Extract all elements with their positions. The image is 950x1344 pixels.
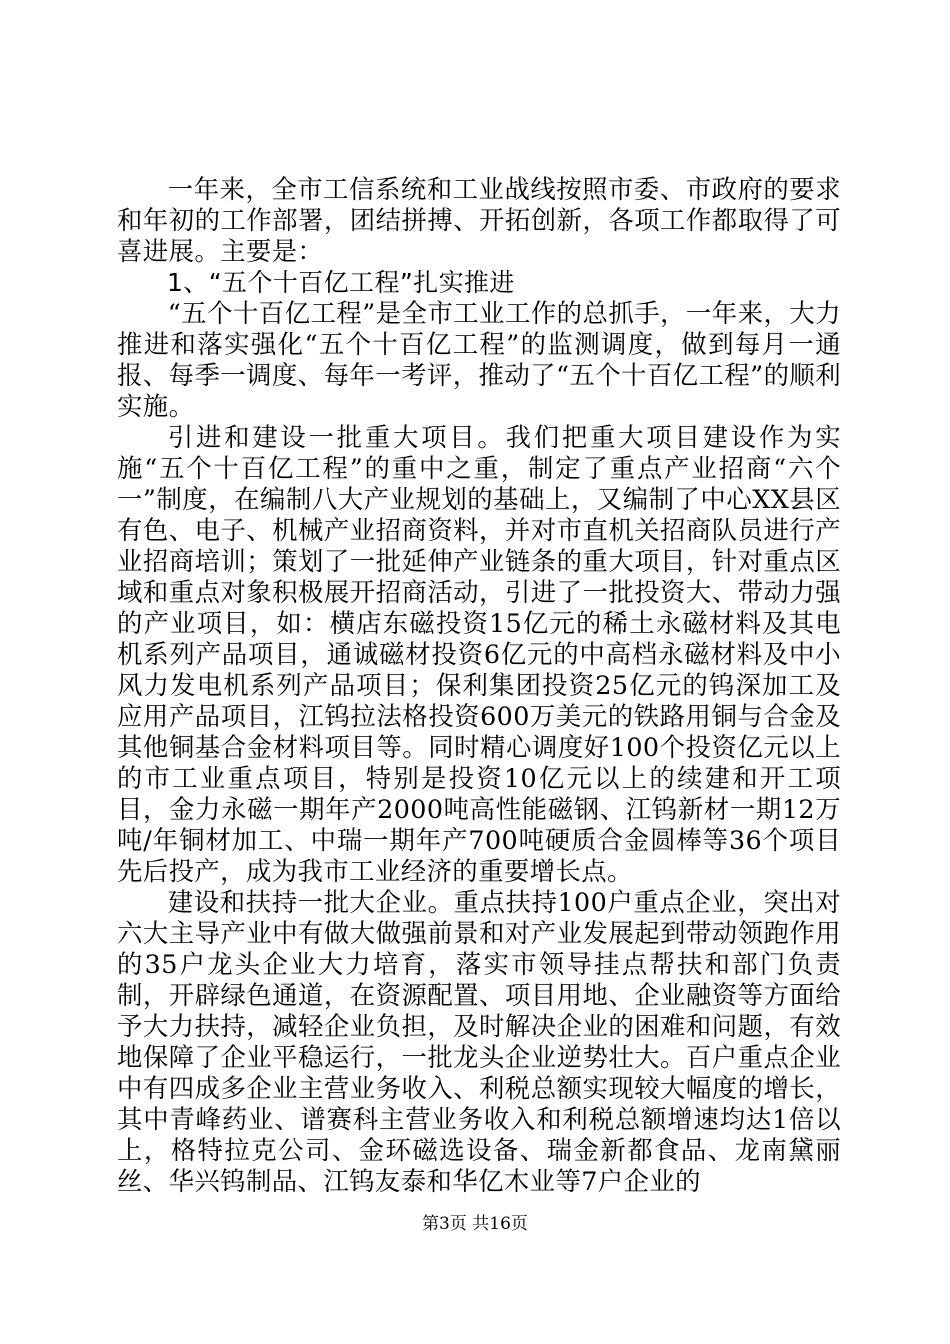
paragraph-overview: “五个十百亿工程”是全市工业工作的总抓手，一年来，大力推进和落实强化“五个十百亿工程”的监测调度，做到每月一通报、每季一调度、每年一考评，推动了“五个十百亿工程”的顺利实施。 <box>117 298 841 421</box>
paragraph-intro: 一年来，全市工信系统和工业战线按照市委、市政府的要求和年初的工作部署，团结拼搏、开拓创新，各项工作都取得了可喜进展。主要是： <box>117 174 841 266</box>
section-heading: 1、“五个十百亿工程”扎实推进 <box>167 268 515 297</box>
document-body <box>117 174 841 1197</box>
page-footer: 第3页 共16页 <box>422 1214 528 1234</box>
paragraph-major-projects: 引进和建设一批重大项目。我们把重大项目建设作为实施“五个十百亿工程”的重中之重，制定了重点产业招商“六个一”制度，在编制八大产业规划的基础上，又编制了中心XX县区有色、电子、机械产业招商资料，并对市直机关招商队员进行产业招商培训；策划了一批延伸产业链条的重大项目，针对重点区域和重点对象积极展开招商活动，引进了一批投资大、带动力强的产业项目，如：横店东磁投资15亿元的稀土永磁材料及其电机系列产品项目，通诚磁材投资6亿元的中高档永磁材料及中小风力发电机系列产品项目；保利集团投资25亿元的钨深加工及应用产品项目，江钨拉法格投资600万美元的铁路用铜与合金及其他铜基合金材料项目等。同时精心调度好100个投资亿元以上的市工业重点项目，特别是投资10亿元以上的续建和开工项目，金力永磁一期年产2000吨高性能磁钢、江钨新材一期12万吨/年铜材加工、中瑞一期年产700吨硬质合金圆棒等36个项目先后投产，成为我市工业经济的重要增长点。 <box>117 422 841 886</box>
paragraph-large-enterprises: 建设和扶持一批大企业。重点扶持100户重点企业，突出对六大主导产业中有做大做强前景和对产业发展起到带动领跑作用的35户龙头企业大力培育，落实市领导挂点帮扶和部门负责制，开辟绿色通道，在资源配置、项目用地、企业融资等方面给予大力扶持，减轻企业负担，及时解决企业的困难和问题，有效地保障了企业平稳运行，一批龙头企业逆势壮大。百户重点企业中有四成多企业主营业务收入、利税总额实现较大幅度的增长，其中青峰药业、谱赛科主营业务收入和利税总额增速均达1倍以上，格特拉克公司、金环磁选设备、瑞金新都食品、龙南黛丽丝、华兴钨制品、江钨友泰和华亿木业等7户企业的 <box>117 887 841 1196</box>
